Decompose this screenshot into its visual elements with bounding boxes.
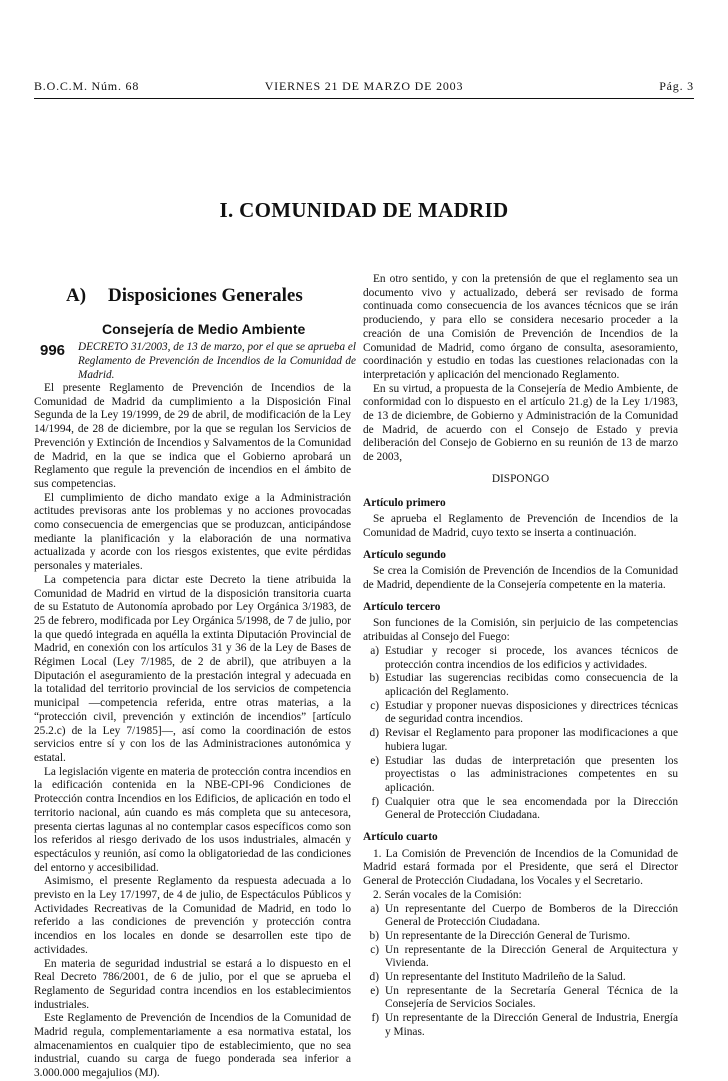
list-item (363, 944, 678, 971)
list-marker: b) (369, 672, 379, 685)
list-item (363, 1012, 678, 1039)
paragraph: En materia de seguridad industrial se estará a lo dispuesto en el Real Decreto 786/2001, de 6 de julio, por el que se aprueba el Reglamento de Seguridad contra incendios en los establecimientos industriales. (34, 957, 351, 1011)
list-text: Un representante de la Dirección General de Turismo. (385, 929, 631, 942)
article-text: 2. Serán vocales de la Comisión: (373, 888, 522, 901)
header-date: VIERNES 21 DE MARZO DE 2003 (264, 79, 464, 93)
list-text: Estudiar y recoger si procede, los avances técnicos de protección contra incendios de los edificios y actividades. (385, 644, 678, 671)
list-item (363, 985, 678, 1012)
list-item (363, 700, 678, 727)
paragraph: El presente Reglamento de Prevención de Incendios de la Comunidad de Madrid da cumplimiento a la Disposición Final Segunda de la Ley 19/1999, de 29 de abril, de modificación de la Ley 14/1994, de 28 de diciembre, por la que se regulan los Servicios de Prevención y Extinción de Incendios y Salvamentos de la Comunidad de Madrid, en la que se indica que el Gobierno aprobará un Reglamento que regule la prevención de incendios en el ámbito de sus competencias. (34, 382, 351, 490)
header-rule (34, 98, 694, 99)
subsection-title: Disposiciones Generales (108, 285, 303, 306)
article-heading: Artículo segundo (363, 548, 446, 561)
list-item (363, 796, 678, 823)
list-item (363, 727, 678, 754)
list-marker: e) (370, 754, 379, 767)
list-marker: c) (370, 699, 379, 712)
list-text: Estudiar y proponer nuevas disposiciones y directrices técnicas de seguridad contra incendios. (385, 699, 678, 726)
list-text: Un representante del Cuerpo de Bomberos de la Dirección General de Protección Ciudadana. (385, 902, 678, 929)
decree-number: 996 (40, 342, 66, 359)
article-text: Se crea la Comisión de Prevención de Incendios de la Comunidad de Madrid, dependiente de la Consejería competente en la materia. (363, 565, 678, 592)
article-text: 1. La Comisión de Prevención de Incendios de la Comunidad de Madrid estará formada por el Presidente, que será el Director General de Protección Ciudadana, los Vocales y el Secretario. (363, 847, 678, 888)
list-marker: a) (370, 644, 379, 657)
list-item (363, 930, 678, 944)
list-marker: f) (371, 1012, 379, 1025)
paragraph: Este Reglamento de Prevención de Incendios de la Comunidad de Madrid regula, complementariamente a esa normativa estatal, los almacenamientos en cualquier tipo de establecimiento, que no sea industrial, cuando su carga de fuego ponderada sea inferior a 3.000.000 megajulios (MJ). (34, 1012, 351, 1080)
article-heading: Artículo primero (363, 496, 446, 509)
list-marker: b) (369, 929, 379, 942)
list-text: Estudiar las sugerencias recibidas como consecuencia de la aplicación del Reglamento. (385, 672, 678, 698)
header-journal: B.O.C.M. Núm. 68 (34, 79, 140, 93)
dispongo-heading: DISPONGO (491, 472, 550, 485)
list-marker: a) (370, 902, 379, 915)
list-text: Un representante de la Secretaría General Técnica de la Consejería de Servicios Sociales. (385, 984, 678, 1011)
subsection-letter: A) (66, 285, 87, 306)
list-item (363, 645, 678, 672)
list-item (363, 971, 678, 985)
list-marker: f) (371, 795, 379, 808)
left-column (34, 382, 351, 1081)
subsection-heading (66, 285, 303, 307)
right-column (363, 273, 678, 1040)
list-marker: d) (369, 727, 379, 740)
paragraph: La legislación vigente en materia de protección contra incendios en la edificación contenida en la NBE-CPI-96 Condiciones de Protección contra Incendios en los Edificios, de aplicación en todo el territorio nacional, aún cuando es más completa que su antecesora, presenta ciertas lagunas al no contemplar casos específicos como son los referidos al riesgo derivado de los usos industriales, almacén y espectáculos y reunión, así como la obligatoriedad de las condiciones del entorno y accesibilidad. (34, 765, 351, 874)
article-heading: Artículo cuarto (363, 831, 438, 844)
list-marker: e) (370, 984, 379, 997)
list-text: Estudiar las dudas de interpretación que presenten los proyectistas o las administraciones competentes en su aplicación. (385, 754, 678, 794)
article-text: Son funciones de la Comisión, sin perjuicio de las competencias atribuidas al Consejo del Fuego: (363, 617, 678, 644)
article-text: Se aprueba el Reglamento de Prevención de Incendios de la Comunidad de Madrid, cuyo texto se inserta a continuación. (363, 513, 678, 539)
list-marker: c) (370, 943, 379, 956)
list-item (363, 672, 678, 699)
header-page-number: Pág. 3 (659, 79, 694, 93)
paragraph: El cumplimiento de dicho mandato exige a la Administración actitudes previsoras ante los problemas y no acciones provocadas como consecuencia de emergencias que se produzcan, anticipándose mediante la planificación y la elaboración de una normativa actualizada y acorde con los riesgos existentes, que evite pérdidas personales y materiales. (34, 491, 351, 573)
paragraph: Asimismo, el presente Reglamento da respuesta adecuada a lo previsto en la Ley 17/1997, de 4 de julio, de Espectáculos Públicos y Actividades Recreativas de la Comunidad de Madrid, en todo lo referido a las condiciones de prevención y protección contra incendios en los locales en donde se desarrollen este tipo de actividades. (34, 875, 351, 956)
list-marker: d) (369, 971, 379, 984)
list-text: Un representante de la Dirección General de Industria, Energía y Minas. (385, 1012, 678, 1038)
consejeria-heading: Consejería de Medio Ambiente (102, 321, 306, 337)
list-text: Un representante de la Dirección General de Arquitectura y Vivienda. (385, 943, 678, 970)
list-item (363, 755, 678, 796)
article-heading: Artículo tercero (363, 600, 441, 613)
decree-title: DECRETO 31/2003, de 13 de marzo, por el que se aprueba el Reglamento de Prevención de Incendios de la Comunidad de Madrid. (78, 341, 356, 381)
paragraph: La competencia para dictar este Decreto la tiene atribuida la Comunidad de Madrid en virtud de la disposición transitoria cuarta de su Estatuto de Autonomía aprobado por Ley Orgánica 3/1983, de 25 de febrero, modificada por Ley Orgánica 5/1998, de 7 de julio, por la que quedó integrada en aquélla la extinta Diputación Provincial de Madrid, en conexión con los artículos 31 y 36 de la Ley de Bases de Régimen Local (Ley 7/1985, de 2 de abril), que atribuyen a la Diputación el aseguramiento de la prestación integral y adecuada en la totalidad del territorio provincial de los servicios de competencia municipal —competencia referida, entre otras materias, a la “protección civil, prevención y extinción de incendios” [artículo 25.2.c) de la Ley 7/1985]—, así como la coordinación de estos servicios entre sí y con los de las Administraciones autonómica y estatal. (34, 573, 351, 764)
list-text: Cualquier otra que le sea encomendada por la Dirección General de Protección Ciudadana. (385, 795, 678, 822)
paragraph: En otro sentido, y con la pretensión de que el reglamento sea un documento vivo y actualizado, deberá ser revisado de forma continuada como consecuencia de los avances técnicos que se irán produciendo, y para ello se considera necesario proceder a la creación de una Comisión de Prevención de Incendios de la Comunidad de Madrid, como órgano de consulta, asesoramiento, coordinación y estudio en todas las cuestiones relacionadas con la interpretación y aplicación del mencionado Reglamento. (363, 273, 678, 381)
section-title: I. COMUNIDAD DE MADRID (219, 198, 509, 222)
list-text: Un representante del Instituto Madrileño de la Salud. (385, 971, 626, 984)
list-item (363, 903, 678, 930)
list-text: Revisar el Reglamento para proponer las modificaciones a que hubiera lugar. (385, 727, 678, 753)
paragraph: En su virtud, a propuesta de la Consejería de Medio Ambiente, de conformidad con lo dispuesto en el artículo 21.g) de la Ley 1/1983, de 13 de diciembre, de Gobierno y Administración de la Comunidad de Madrid, de acuerdo con el Consejo de Estado y previa deliberación del Consejo de Gobierno en su reunión de 13 de marzo de 2003, (363, 382, 678, 464)
